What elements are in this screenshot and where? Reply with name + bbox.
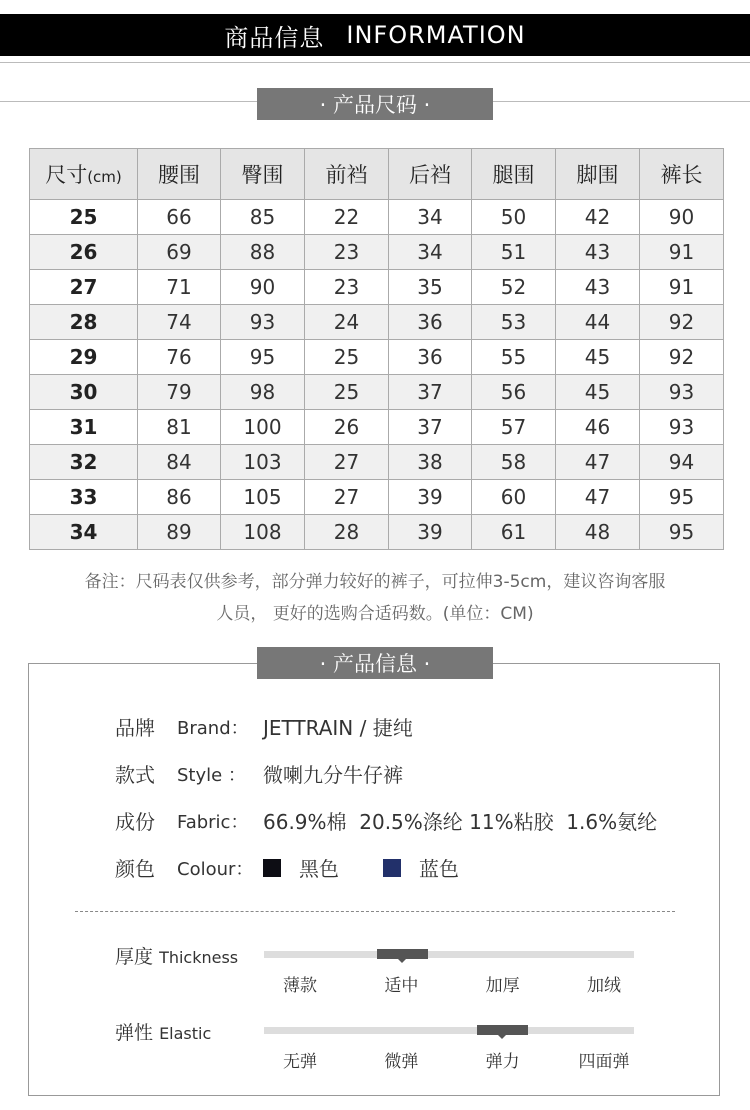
table-cell: 36 [389,340,472,375]
size-cell: 27 [30,270,138,305]
table-cell: 92 [640,340,724,375]
table-cell: 95 [221,340,305,375]
size-section-title: · 产品尺码 · [257,88,493,120]
table-cell: 42 [556,200,640,235]
table-cell: 93 [640,410,724,445]
col-header-length: 裤长 [640,149,724,200]
table-row [30,270,724,305]
thickness-track [264,951,634,958]
table-cell: 28 [305,515,389,550]
table-cell: 69 [138,235,221,270]
size-note [30,566,720,630]
col-header-front-rise: 前裆 [305,149,389,200]
elastic-track [264,1027,634,1034]
thickness-label-cn: 厚度 [115,946,154,968]
col-header-hem: 脚围 [556,149,640,200]
table-cell: 85 [221,200,305,235]
fabric-row [115,806,657,835]
divider-top [0,62,750,63]
table-row [30,515,724,550]
unit-label: (cm) [87,168,122,186]
table-cell: 47 [556,480,640,515]
size-cell: 32 [30,445,138,480]
table-row [30,200,724,235]
table-cell: 50 [472,200,556,235]
info-section-title: · 产品信息 · [257,647,493,679]
style-row [115,759,403,788]
table-cell: 71 [138,270,221,305]
table-cell: 39 [389,480,472,515]
table-cell: 81 [138,410,221,445]
col-header-waist: 腰围 [138,149,221,200]
table-row [30,410,724,445]
table-cell: 95 [640,480,724,515]
table-cell: 91 [640,270,724,305]
elastic-label-cn: 弹性 [115,1022,154,1044]
col-header-back-rise: 后裆 [389,149,472,200]
table-cell: 55 [472,340,556,375]
fabric-label-cn: 成份 [115,810,155,834]
table-cell: 103 [221,445,305,480]
table-cell: 79 [138,375,221,410]
table-row [30,375,724,410]
thickness-label-en: Thickness [159,948,239,967]
elastic-indicator [477,1025,528,1035]
col-header-size: 尺寸(cm) [30,149,138,200]
size-cell: 28 [30,305,138,340]
colour-label-en: Colour： [177,858,254,880]
table-cell: 86 [138,480,221,515]
table-cell: 93 [640,375,724,410]
table-cell: 58 [472,445,556,480]
thickness-option: 适中 [384,976,419,996]
table-cell: 53 [472,305,556,340]
table-cell: 48 [556,515,640,550]
table-cell: 90 [221,270,305,305]
brand-row [115,712,413,741]
table-row [30,480,724,515]
brand-label-en: Brand： [177,717,249,739]
table-cell: 105 [221,480,305,515]
table-cell: 52 [472,270,556,305]
table-cell: 44 [556,305,640,340]
elastic-option: 无弹 [283,1052,317,1072]
style-label-en: Style ： [177,764,246,786]
elastic-label [115,1018,211,1045]
table-cell: 95 [640,515,724,550]
table-cell: 93 [221,305,305,340]
brand-label-cn: 品牌 [115,716,155,740]
table-cell: 25 [305,375,389,410]
table-cell: 94 [640,445,724,480]
colour-name-blue: 蓝色 [419,857,459,881]
table-row [30,445,724,480]
table-cell: 76 [138,340,221,375]
size-cell: 25 [30,200,138,235]
table-cell: 51 [472,235,556,270]
elastic-label-en: Elastic [159,1024,212,1043]
brand-value: JETTRAIN / 捷纯 [263,716,413,740]
table-cell: 27 [305,445,389,480]
thickness-options [252,971,652,996]
table-cell: 34 [389,235,472,270]
table-cell: 38 [389,445,472,480]
table-cell: 23 [305,235,389,270]
colour-option-black[interactable] [263,853,339,882]
header-title-en: INFORMATION [346,21,526,49]
elastic-option: 弹力 [485,1052,520,1072]
thickness-option: 加厚 [485,976,520,996]
table-cell: 27 [305,480,389,515]
thickness-option: 加绒 [586,976,621,996]
thickness-indicator [377,949,428,959]
size-cell: 34 [30,515,138,550]
note-line-2: 人员， 更好的选购合适码数。(单位：CM) [216,604,534,624]
elastic-option: 微弹 [384,1052,419,1072]
size-cell: 29 [30,340,138,375]
colour-name-black: 黑色 [299,857,339,881]
table-cell: 89 [138,515,221,550]
thickness-label [115,942,238,969]
table-cell: 34 [389,200,472,235]
note-line-1: 备注：尺码表仅供参考，部分弹力较好的裤子，可拉伸3-5cm，建议咨询客服 [84,572,666,592]
table-cell: 26 [305,410,389,445]
black-swatch [263,859,281,877]
table-cell: 66 [138,200,221,235]
table-cell: 108 [221,515,305,550]
size-cell: 30 [30,375,138,410]
table-row [30,340,724,375]
table-cell: 92 [640,305,724,340]
dashed-divider [75,911,675,912]
table-cell: 25 [305,340,389,375]
fabric-label-en: Fabric： [177,811,249,833]
table-cell: 91 [640,235,724,270]
thickness-option: 薄款 [283,976,317,996]
colour-option-blue[interactable] [383,853,459,882]
table-cell: 39 [389,515,472,550]
table-cell: 61 [472,515,556,550]
table-cell: 90 [640,200,724,235]
table-cell: 57 [472,410,556,445]
table-cell: 43 [556,270,640,305]
table-row [30,235,724,270]
header-bar [0,14,750,56]
table-cell: 23 [305,270,389,305]
table-row [30,305,724,340]
size-cell: 33 [30,480,138,515]
table-cell: 36 [389,305,472,340]
elastic-option: 四面弹 [578,1052,630,1072]
table-cell: 24 [305,305,389,340]
table-cell: 88 [221,235,305,270]
table-cell: 45 [556,340,640,375]
elastic-options [252,1047,652,1072]
table-cell: 56 [472,375,556,410]
table-cell: 60 [472,480,556,515]
size-cell: 26 [30,235,138,270]
colour-label-cn: 颜色 [115,857,155,881]
table-cell: 35 [389,270,472,305]
table-cell: 84 [138,445,221,480]
size-table-header-row [30,149,724,200]
table-cell: 74 [138,305,221,340]
style-label-cn: 款式 [115,763,155,787]
blue-swatch [383,859,401,877]
style-value: 微喇九分牛仔裤 [263,763,403,787]
colour-row [115,853,459,882]
table-cell: 98 [221,375,305,410]
table-cell: 46 [556,410,640,445]
header-title-cn: 商品信息 [224,23,325,52]
col-header-hip: 臀围 [221,149,305,200]
table-cell: 37 [389,375,472,410]
table-cell: 43 [556,235,640,270]
table-cell: 100 [221,410,305,445]
table-cell: 37 [389,410,472,445]
fabric-value: 66.9%棉 20.5%涤纶 11%粘胶 1.6%氨纶 [263,810,658,834]
size-table [29,148,724,550]
table-cell: 45 [556,375,640,410]
size-cell: 31 [30,410,138,445]
col-header-thigh: 腿围 [472,149,556,200]
table-cell: 47 [556,445,640,480]
table-cell: 22 [305,200,389,235]
